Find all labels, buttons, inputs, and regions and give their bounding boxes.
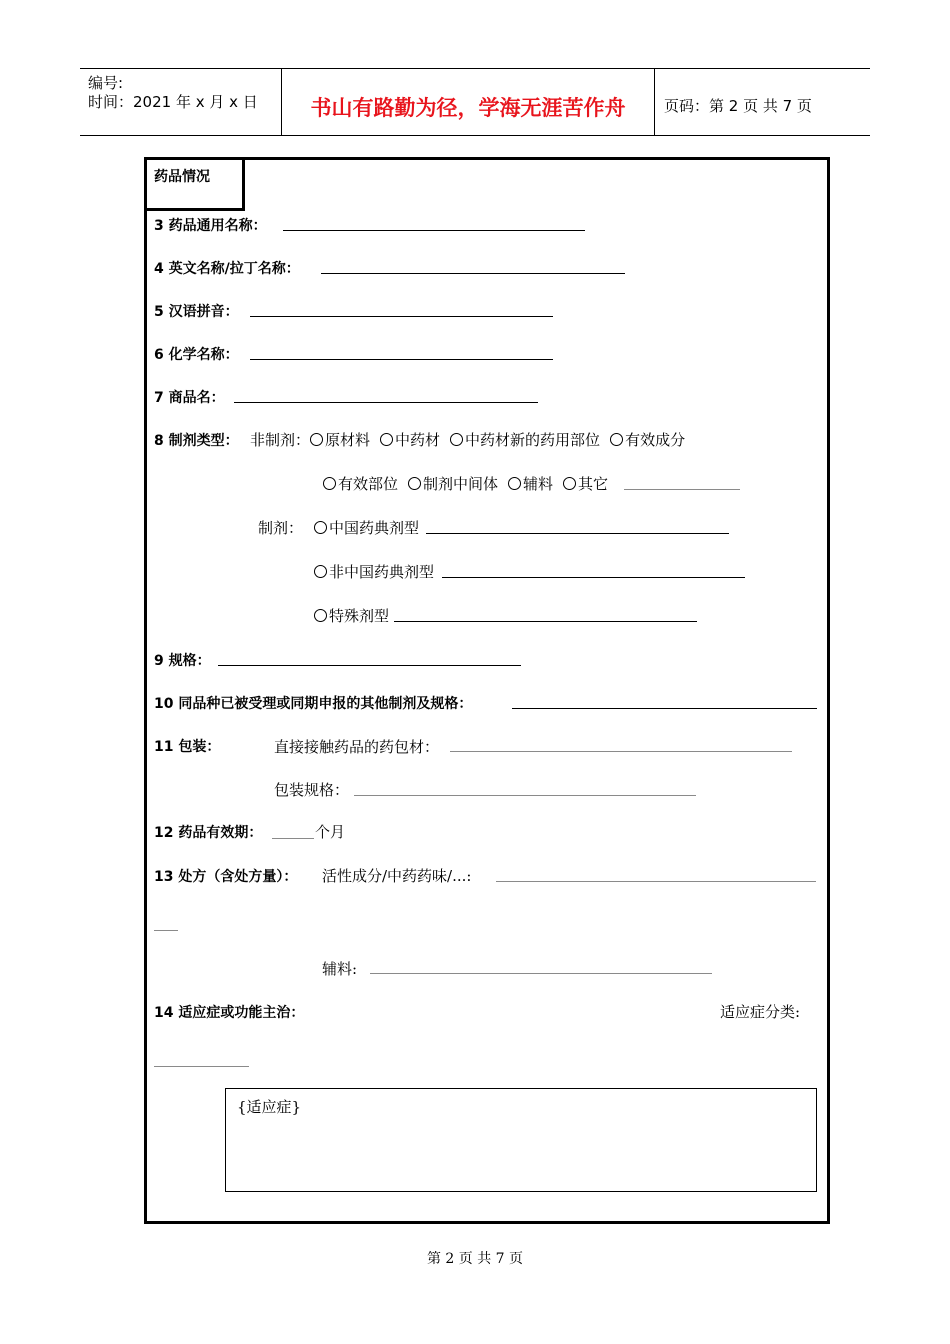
field-5-label: 5 汉语拼音：	[154, 304, 239, 320]
ingredient-input[interactable]	[496, 881, 816, 882]
field-5-input[interactable]	[250, 316, 553, 317]
option-active-ingredient[interactable]: 有效成分	[610, 429, 685, 450]
field-3-label: 3 药品通用名称：	[154, 218, 267, 234]
indication-placeholder: {适应症}	[237, 1098, 302, 1116]
pharmacopoeia-form-input[interactable]	[426, 533, 729, 534]
field-7-input[interactable]	[234, 402, 538, 403]
nonprep-label: 非制剂：	[250, 431, 311, 449]
motto: 书山有路勤为径，学海无涯苦作舟	[310, 96, 626, 120]
radio-icon[interactable]	[408, 477, 421, 490]
packaging-material-label: 直接接触药品的药包材：	[274, 738, 440, 756]
radio-icon[interactable]	[314, 565, 327, 578]
header-top-rule	[80, 68, 870, 69]
indication-category-input[interactable]	[154, 1066, 249, 1067]
field-10-input[interactable]	[512, 708, 817, 709]
field-10-label: 10 同品种已被受理或同期申报的其他制剂及规格：	[154, 696, 473, 712]
header-divider-right	[654, 68, 655, 135]
field-12-label: 12 药品有效期：	[154, 825, 263, 841]
radio-icon[interactable]	[563, 477, 576, 490]
packaging-material-input[interactable]	[450, 751, 792, 752]
header-bottom-rule	[80, 135, 870, 136]
field-6-input[interactable]	[250, 359, 553, 360]
option-herbal-material[interactable]: 中药材	[380, 429, 440, 450]
field-9-label: 9 规格：	[154, 653, 211, 669]
radio-icon[interactable]	[508, 477, 521, 490]
radio-icon[interactable]	[310, 433, 323, 446]
packaging-spec-label: 包装规格：	[274, 781, 350, 799]
option-intermediate[interactable]: 制剂中间体	[408, 473, 498, 494]
option-raw-material[interactable]: 原材料	[310, 429, 370, 450]
ingredient-input-continued[interactable]	[154, 930, 178, 931]
field-4-label: 4 英文名称/拉丁名称：	[154, 261, 300, 277]
radio-icon[interactable]	[314, 609, 327, 622]
field-13-label: 13 处方（含处方量）：	[154, 869, 298, 885]
indication-category-label: 适应症分类:	[720, 1003, 801, 1021]
radio-icon[interactable]	[314, 521, 327, 534]
field-9-input[interactable]	[218, 665, 521, 666]
field-3-input[interactable]	[283, 230, 585, 231]
option-new-medicinal-part[interactable]: 中药材新的药用部位	[450, 429, 600, 450]
time-label: 时间：2021 年 x 月 x 日	[88, 93, 258, 111]
option-excipient[interactable]: 辅料	[508, 473, 553, 494]
field-8-nonprep-row2	[323, 473, 608, 494]
prep-label: 制剂：	[258, 519, 304, 537]
field-8-label: 8 制剂类型：	[154, 433, 239, 449]
excipient-label: 辅料:	[322, 960, 358, 978]
section-tag: 药品情况	[154, 169, 210, 185]
radio-icon[interactable]	[610, 433, 623, 446]
option-pharmacopoeia-form[interactable]: 中国药典剂型	[314, 517, 419, 538]
special-form-input[interactable]	[394, 621, 697, 622]
ingredient-label: 活性成分/中药药味/...:	[322, 867, 472, 885]
radio-icon[interactable]	[380, 433, 393, 446]
non-pharmacopoeia-form-input[interactable]	[442, 577, 745, 578]
shelf-life-input[interactable]	[272, 838, 314, 839]
page-info: 页码：第 2 页 共 7 页	[664, 97, 812, 115]
other-input[interactable]	[624, 489, 740, 490]
excipient-input[interactable]	[370, 973, 712, 974]
number-label: 编号:	[88, 74, 124, 92]
option-special-form[interactable]: 特殊剂型	[314, 605, 389, 626]
option-non-pharmacopoeia-form[interactable]: 非中国药典剂型	[314, 561, 434, 582]
page-footer: 第 2 页 共 7 页	[426, 1251, 524, 1267]
indication-textarea[interactable]	[225, 1088, 817, 1192]
option-other[interactable]: 其它	[563, 473, 608, 494]
packaging-spec-input[interactable]	[354, 795, 696, 796]
field-8-nonprep-row1	[250, 429, 695, 450]
field-4-input[interactable]	[321, 273, 625, 274]
radio-icon[interactable]	[323, 477, 336, 490]
shelf-life-unit: 个月	[315, 823, 346, 841]
option-effective-part[interactable]: 有效部位	[323, 473, 398, 494]
field-6-label: 6 化学名称：	[154, 347, 239, 363]
field-11-label: 11 包装：	[154, 739, 221, 755]
radio-icon[interactable]	[450, 433, 463, 446]
form-frame	[144, 157, 830, 1224]
field-7-label: 7 商品名：	[154, 390, 225, 406]
field-14-label: 14 适应症或功能主治：	[154, 1005, 305, 1021]
